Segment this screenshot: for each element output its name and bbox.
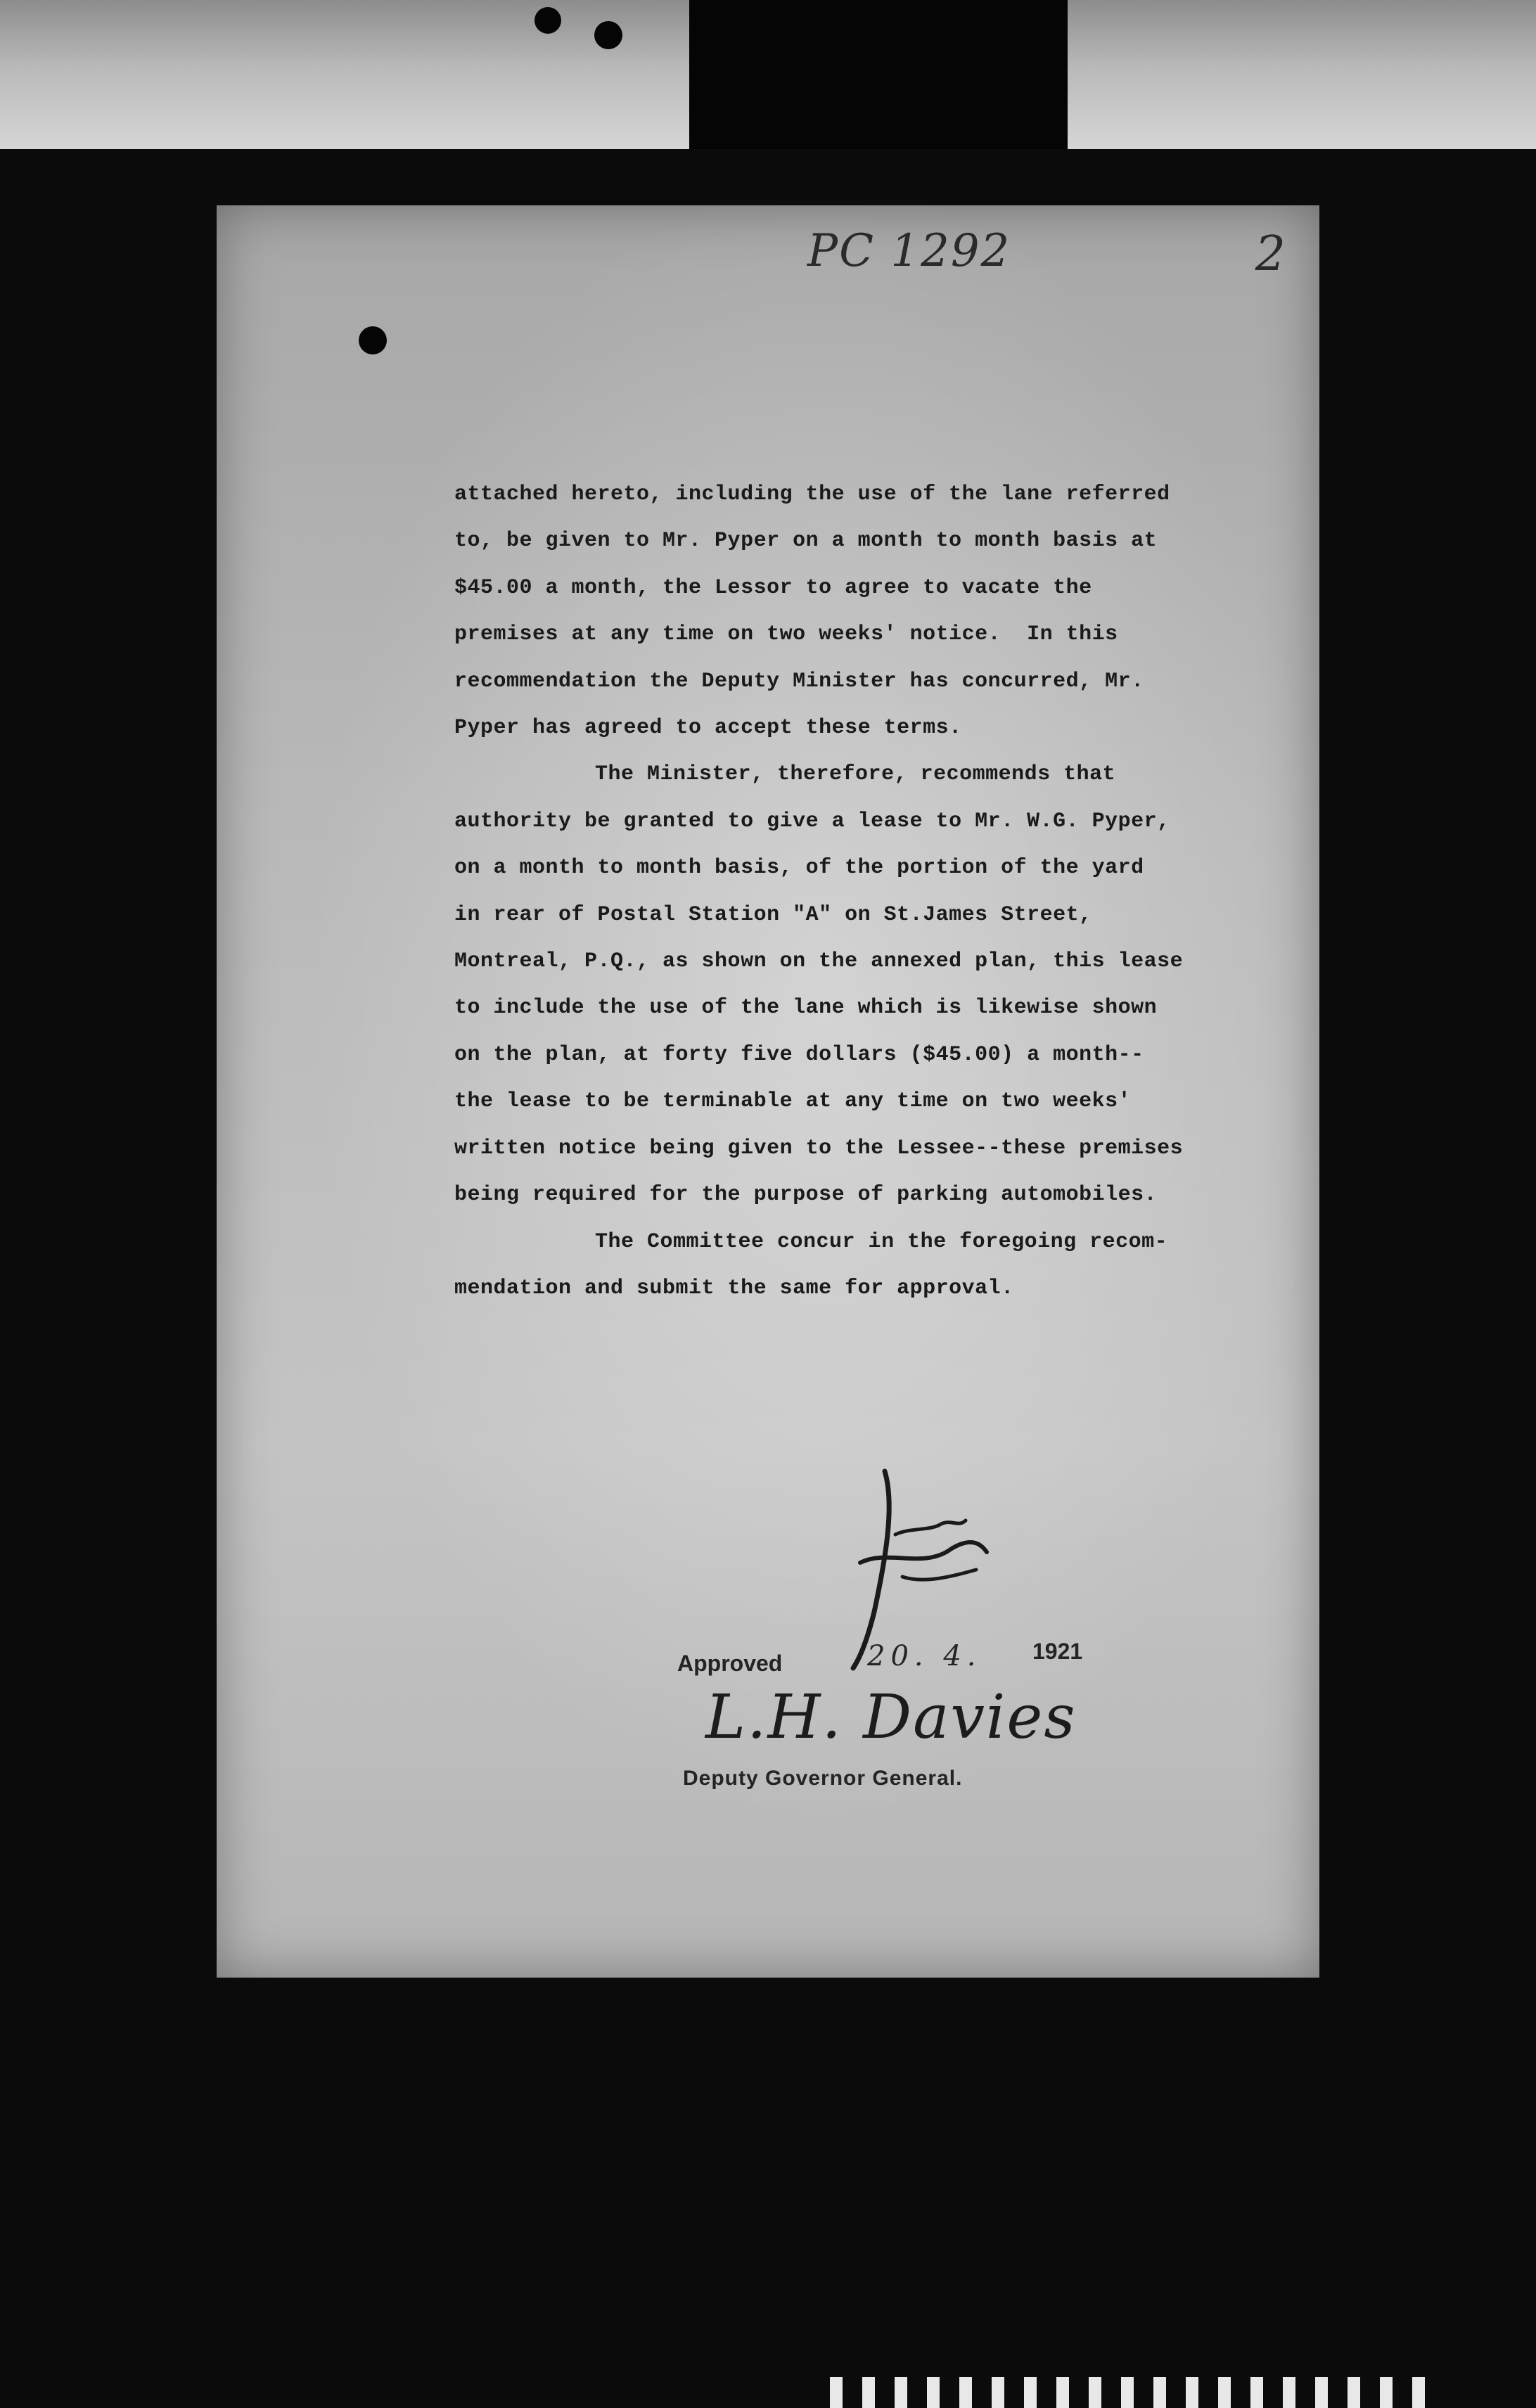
text-line: on a month to month basis, of the portion of the yard bbox=[454, 856, 1144, 880]
text-line: premises at any time on two weeks' notice. In this bbox=[454, 622, 1118, 647]
text-line: on the plan, at forty five dollars ($45.00) a month-- bbox=[454, 1042, 1144, 1067]
approved-date: 20. 4. bbox=[867, 1640, 982, 1672]
text-line: to include the use of the lane which is likewise shown bbox=[454, 996, 1158, 1020]
approval-block bbox=[677, 1436, 1170, 1802]
text-line: being required for the purpose of parking automobiles. bbox=[454, 1183, 1158, 1208]
approved-label: Approved bbox=[677, 1651, 783, 1676]
text-line: the lease to be terminable at any time on two weeks' bbox=[454, 1089, 1132, 1114]
film-edge-marks bbox=[830, 2377, 1435, 2408]
document-page bbox=[217, 205, 1319, 1978]
text-line: The Minister, therefore, recommends that bbox=[595, 762, 1116, 787]
page-number: 2 bbox=[1255, 226, 1286, 282]
text-line: $45.00 a month, the Lessor to agree to vacate the bbox=[454, 575, 1092, 600]
text-line: Pyper has agreed to accept these terms. bbox=[454, 716, 962, 741]
signature: L.H. Davies bbox=[705, 1682, 1077, 1753]
text-line: to, be given to Mr. Pyper on a month to month basis at bbox=[454, 529, 1158, 553]
text-line: recommendation the Deputy Minister has concurred, Mr. bbox=[454, 669, 1144, 693]
text-line: attached hereto, including the use of the lane referred bbox=[454, 482, 1170, 506]
previous-frame-strip bbox=[0, 0, 689, 149]
text-line: Montreal, P.Q., as shown on the annexed plan, this lease bbox=[454, 949, 1184, 974]
text-line: authority be granted to give a lease to Mr. W.G. Pyper, bbox=[454, 809, 1170, 833]
punch-hole bbox=[594, 21, 622, 49]
punch-hole bbox=[535, 7, 561, 34]
punch-hole bbox=[359, 326, 387, 354]
document-body bbox=[454, 471, 1242, 1312]
film-gap bbox=[689, 0, 1068, 149]
text-line: written notice being given to the Lessee--these premises bbox=[454, 1136, 1184, 1160]
folio-number: PC 1292 bbox=[807, 225, 1011, 277]
text-line: in rear of Postal Station "A" on St.James Street, bbox=[454, 902, 1092, 927]
next-frame-strip bbox=[1068, 0, 1536, 149]
text-line: mendation and submit the same for approval. bbox=[454, 1276, 1014, 1300]
text-line: The Committee concur in the foregoing recom- bbox=[595, 1229, 1168, 1254]
signatory-title: Deputy Governor General. bbox=[683, 1767, 963, 1790]
approved-year: 1921 bbox=[1032, 1639, 1083, 1664]
